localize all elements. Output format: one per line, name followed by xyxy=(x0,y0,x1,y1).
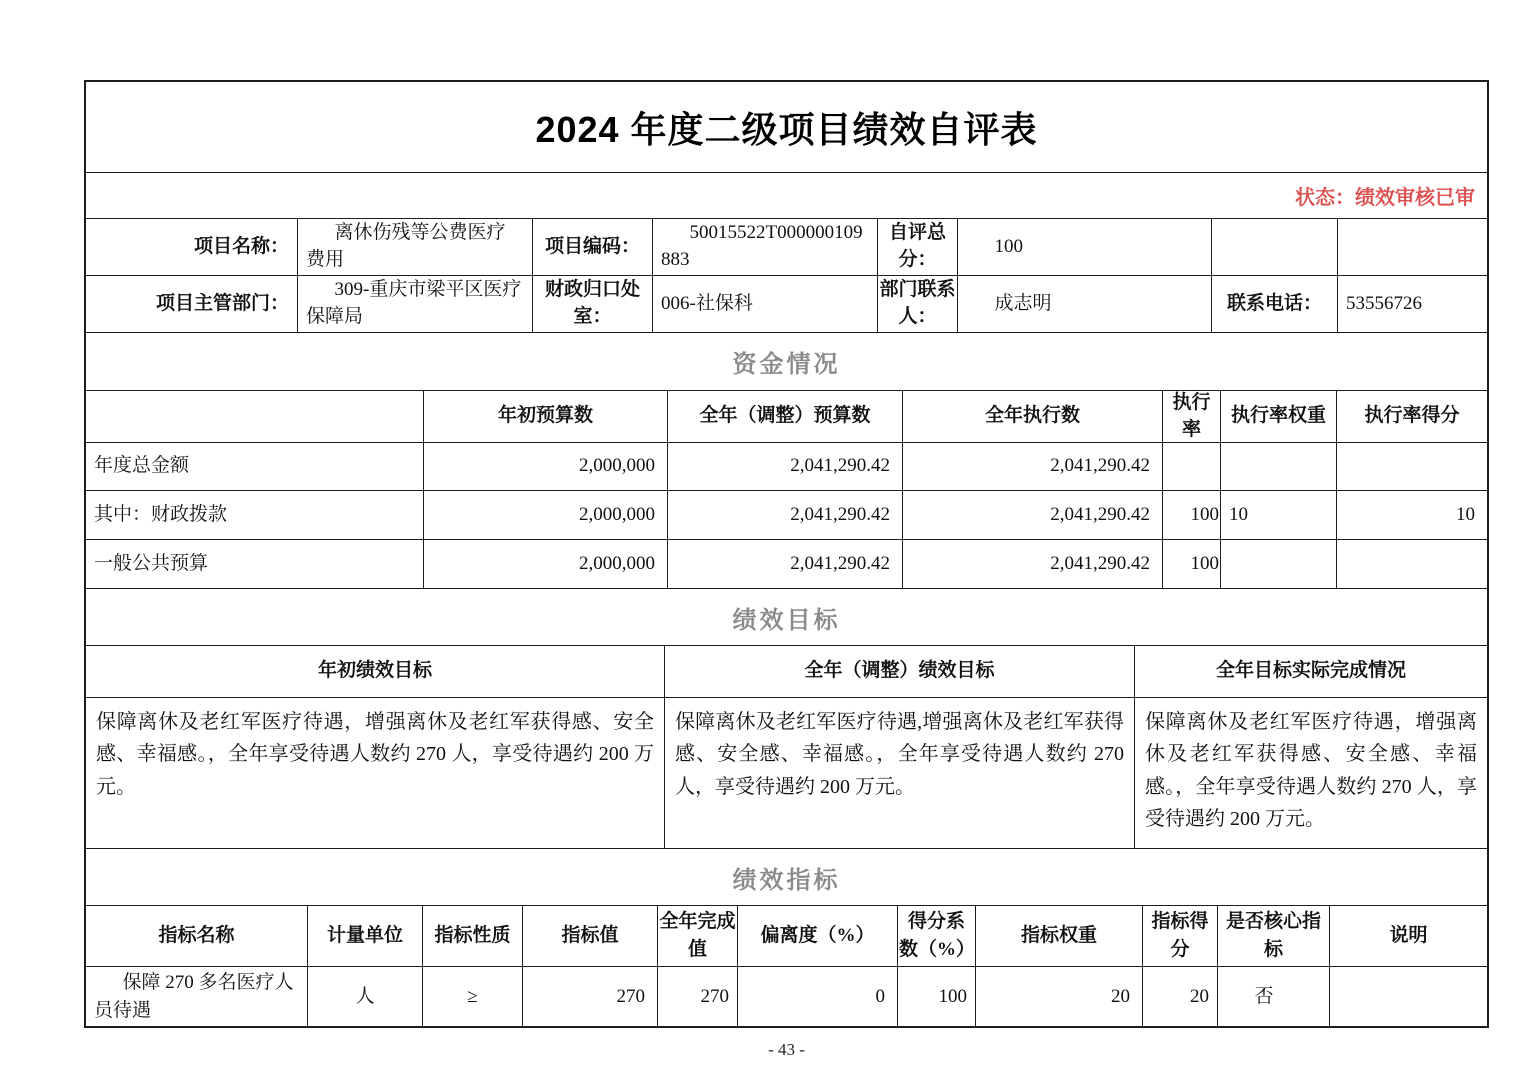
column-header-actual-completion: 全年目标实际完成情况 xyxy=(1134,646,1487,697)
column-header-rate-score: 执行率得分 xyxy=(1336,391,1487,442)
column-header-indicator-score: 指标得分 xyxy=(1142,906,1217,966)
column-header-executed: 全年执行数 xyxy=(902,391,1162,442)
funding-cell: 2,041,290.42 xyxy=(902,539,1162,588)
funding-row-label: 其中：财政拨款 xyxy=(86,490,423,539)
column-header-indicator-name: 指标名称 xyxy=(158,925,235,947)
funding-cell: 10 xyxy=(1336,490,1487,539)
funding-cell: 2,000,000 xyxy=(423,539,667,588)
column-header-execution-rate: 执行率 xyxy=(1162,391,1220,442)
evaluation-form xyxy=(84,80,1489,1028)
funding-cell: 10 xyxy=(1220,490,1336,539)
funding-table xyxy=(86,390,1487,588)
page-title: 2024 年度二级项目绩效自评表 xyxy=(535,108,1038,150)
column-header-target-value: 指标值 xyxy=(522,906,657,966)
funding-cell: 2,041,290.42 xyxy=(667,539,902,588)
indicator-target: 270 xyxy=(522,966,657,1026)
initial-goal-text: 保障离休及老红军医疗待遇，增强离休及老红军获得感、安全感、幸福感。，全年享受待遇人数约 270 人，享受待遇约 200 万元。 xyxy=(86,697,664,848)
actual-completion-text: 保障离休及老红军医疗待遇，增强离休及老红军获得感、安全感、幸福感。，全年享受待遇人数约 270 人，享受待遇约 200 万元。 xyxy=(1134,697,1487,848)
column-header-rate-weight: 执行率权重 xyxy=(1220,391,1336,442)
column-header-indicator-weight: 指标权重 xyxy=(975,906,1142,966)
contact-person-value: 成志明 xyxy=(957,275,1211,332)
empty-cell xyxy=(1211,219,1337,275)
column-header-note: 说明 xyxy=(1329,906,1487,966)
column-header-adjusted-budget: 全年（调整）预算数 xyxy=(667,391,902,442)
self-score-value: 100 xyxy=(957,219,1211,275)
column-header-adjusted-goal: 全年（调整）绩效目标 xyxy=(664,646,1134,697)
section-title-goals: 绩效目标 xyxy=(86,588,1487,645)
project-info-table xyxy=(86,218,1487,332)
empty-cell xyxy=(1337,219,1487,275)
project-code-label: 项目编码： xyxy=(532,219,652,275)
funding-cell: 100 xyxy=(1162,539,1220,588)
funding-cell xyxy=(1162,442,1220,490)
funding-cell xyxy=(1336,539,1487,588)
section-title-funding: 资金情况 xyxy=(86,332,1487,390)
department-label: 项目主管部门： xyxy=(86,275,297,332)
indicator-weight: 20 xyxy=(975,966,1142,1026)
funding-cell: 2,000,000 xyxy=(423,442,667,490)
finance-office-label: 财政归口处室： xyxy=(532,275,652,332)
funding-cell: 2,041,290.42 xyxy=(902,490,1162,539)
indicator-score: 20 xyxy=(1142,966,1217,1026)
status-row xyxy=(86,172,1487,218)
column-header xyxy=(86,391,423,442)
self-score-label: 自评总分： xyxy=(877,219,957,275)
indicator-coefficient: 100 xyxy=(897,966,975,1026)
project-name-label: 项目名称： xyxy=(193,235,289,257)
project-name-value: 离休伤残等公费医疗费用 xyxy=(297,219,532,275)
indicator-actual: 270 xyxy=(657,966,737,1026)
indicator-name: 保障 270 多名医疗人员待遇 xyxy=(86,966,307,1026)
indicators-table xyxy=(86,905,1487,1026)
funding-cell xyxy=(1220,442,1336,490)
funding-cell xyxy=(1220,539,1336,588)
funding-cell: 2,041,290.42 xyxy=(667,442,902,490)
contact-person-label: 部门联系人： xyxy=(877,275,957,332)
funding-row-label: 年度总金额 xyxy=(86,442,423,490)
indicator-deviation: 0 xyxy=(737,966,897,1026)
indicator-note xyxy=(1329,966,1487,1026)
indicator-unit: 人 xyxy=(307,966,422,1026)
finance-office-value: 006-社保科 xyxy=(652,275,877,332)
adjusted-goal-text: 保障离休及老红军医疗待遇,增强离休及老红军获得感、安全感、幸福感。，全年享受待遇人数约 270 人，享受待遇约 200 万元。 xyxy=(664,697,1134,848)
funding-cell xyxy=(1336,442,1487,490)
department-value: 309-重庆市梁平区医疗保障局 xyxy=(297,275,532,332)
funding-cell: 2,041,290.42 xyxy=(902,442,1162,490)
column-header-unit: 计量单位 xyxy=(307,906,422,966)
column-header-score-coefficient: 得分系数（%） xyxy=(897,906,975,966)
column-header-actual-value: 全年完成值 xyxy=(657,906,737,966)
funding-cell: 2,000,000 xyxy=(423,490,667,539)
column-header-initial-goal: 年初绩效目标 xyxy=(317,660,432,682)
goals-table xyxy=(86,645,1487,848)
status-badge: 状态：绩效审核已审 xyxy=(1295,187,1475,209)
column-header-nature: 指标性质 xyxy=(422,906,522,966)
phone-label: 联系电话： xyxy=(1211,275,1337,332)
project-code-value: 50015522T000000109883 xyxy=(652,219,877,275)
column-header-initial-budget: 年初预算数 xyxy=(423,391,667,442)
title-row xyxy=(86,82,1487,172)
section-title-indicators: 绩效指标 xyxy=(86,848,1487,905)
document-page xyxy=(84,80,1489,1060)
phone-value: 53556726 xyxy=(1337,275,1487,332)
column-header-core-indicator: 是否核心指标 xyxy=(1217,906,1329,966)
funding-cell: 100 xyxy=(1162,490,1220,539)
column-header-deviation: 偏离度（%） xyxy=(737,906,897,966)
indicator-nature: ≥ xyxy=(422,966,522,1026)
funding-cell: 2,041,290.42 xyxy=(667,490,902,539)
funding-row-label: 一般公共预算 xyxy=(86,539,423,588)
page-number: - 43 - xyxy=(768,1040,805,1060)
indicator-core: 否 xyxy=(1217,966,1329,1026)
